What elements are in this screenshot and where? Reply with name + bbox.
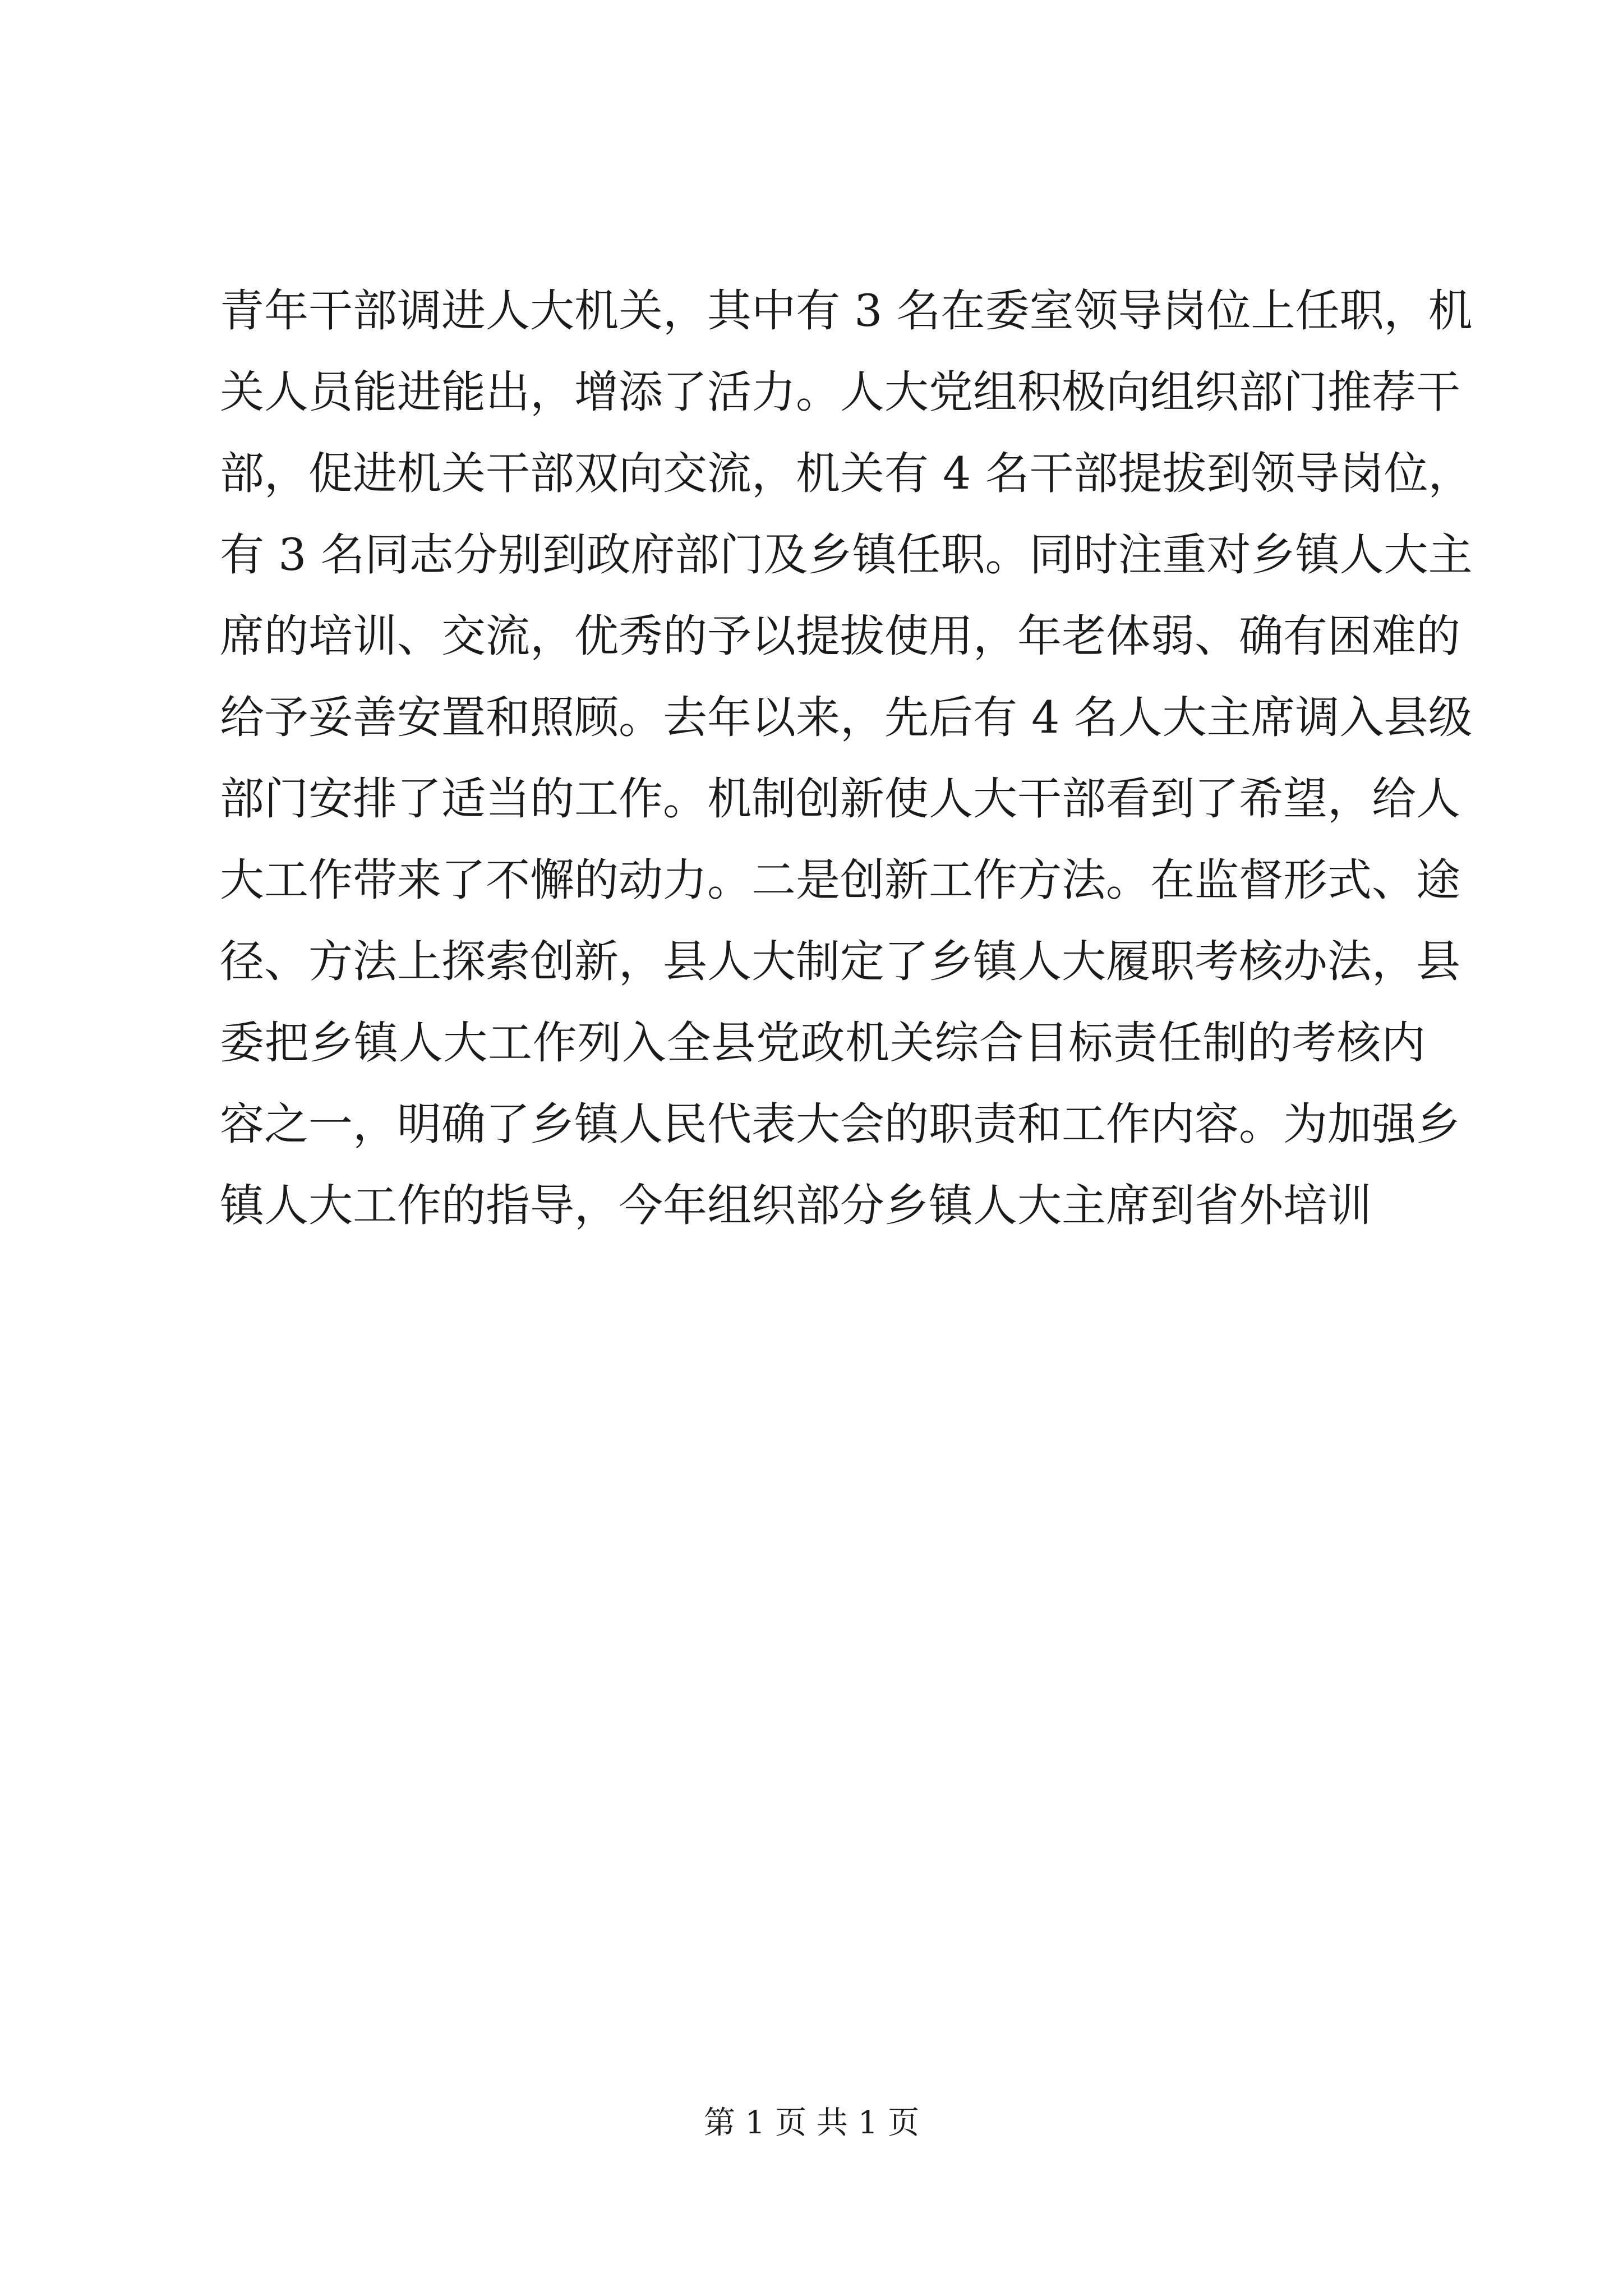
paragraph-line: 镇人大工作的指导，今年组织部分乡镇人大主席到省外培训 [220, 1180, 1372, 1231]
paragraph-line: 大工作带来了不懈的动力。二是创新工作方法。在监督形式、途 [220, 854, 1460, 906]
paragraph-line: 容之一，明确了乡镇人民代表大会的职责和工作内容。为加强乡 [220, 1098, 1460, 1150]
paragraph-line: 委把乡镇人大工作列入全县党政机关综合目标责任制的考核内 [220, 1017, 1426, 1069]
paragraph-line: 径、方法上探索创新，县人大制定了乡镇人大履职考核办法，县 [220, 936, 1460, 987]
paragraph-line: 席的培训、交流，优秀的予以提拔使用，年老体弱、确有困难的 [220, 610, 1460, 662]
paragraph-line: 部，促进机关干部双向交流，机关有 4 名干部提拔到领导岗位， [220, 448, 1473, 499]
paragraph-line: 有 3 名同志分别到政府部门及乡镇任职。同时注重对乡镇人大主 [220, 529, 1473, 581]
paragraph-line: 部门安排了适当的工作。机制创新使人大干部看到了希望，给人 [220, 773, 1460, 825]
paragraph-line: 青年干部调进人大机关，其中有 3 名在委室领导岗位上任职，机 [220, 285, 1473, 337]
body-paragraph [220, 270, 1473, 1246]
paragraph-line: 关人员能进能出，增添了活力。人大党组积极向组织部门推荐干 [220, 366, 1460, 418]
paragraph-line: 给予妥善安置和照顾。去年以来，先后有 4 名人大主席调入县级 [220, 692, 1473, 743]
page-number-footer: 第 1 页 共 1 页 [703, 2105, 920, 2141]
